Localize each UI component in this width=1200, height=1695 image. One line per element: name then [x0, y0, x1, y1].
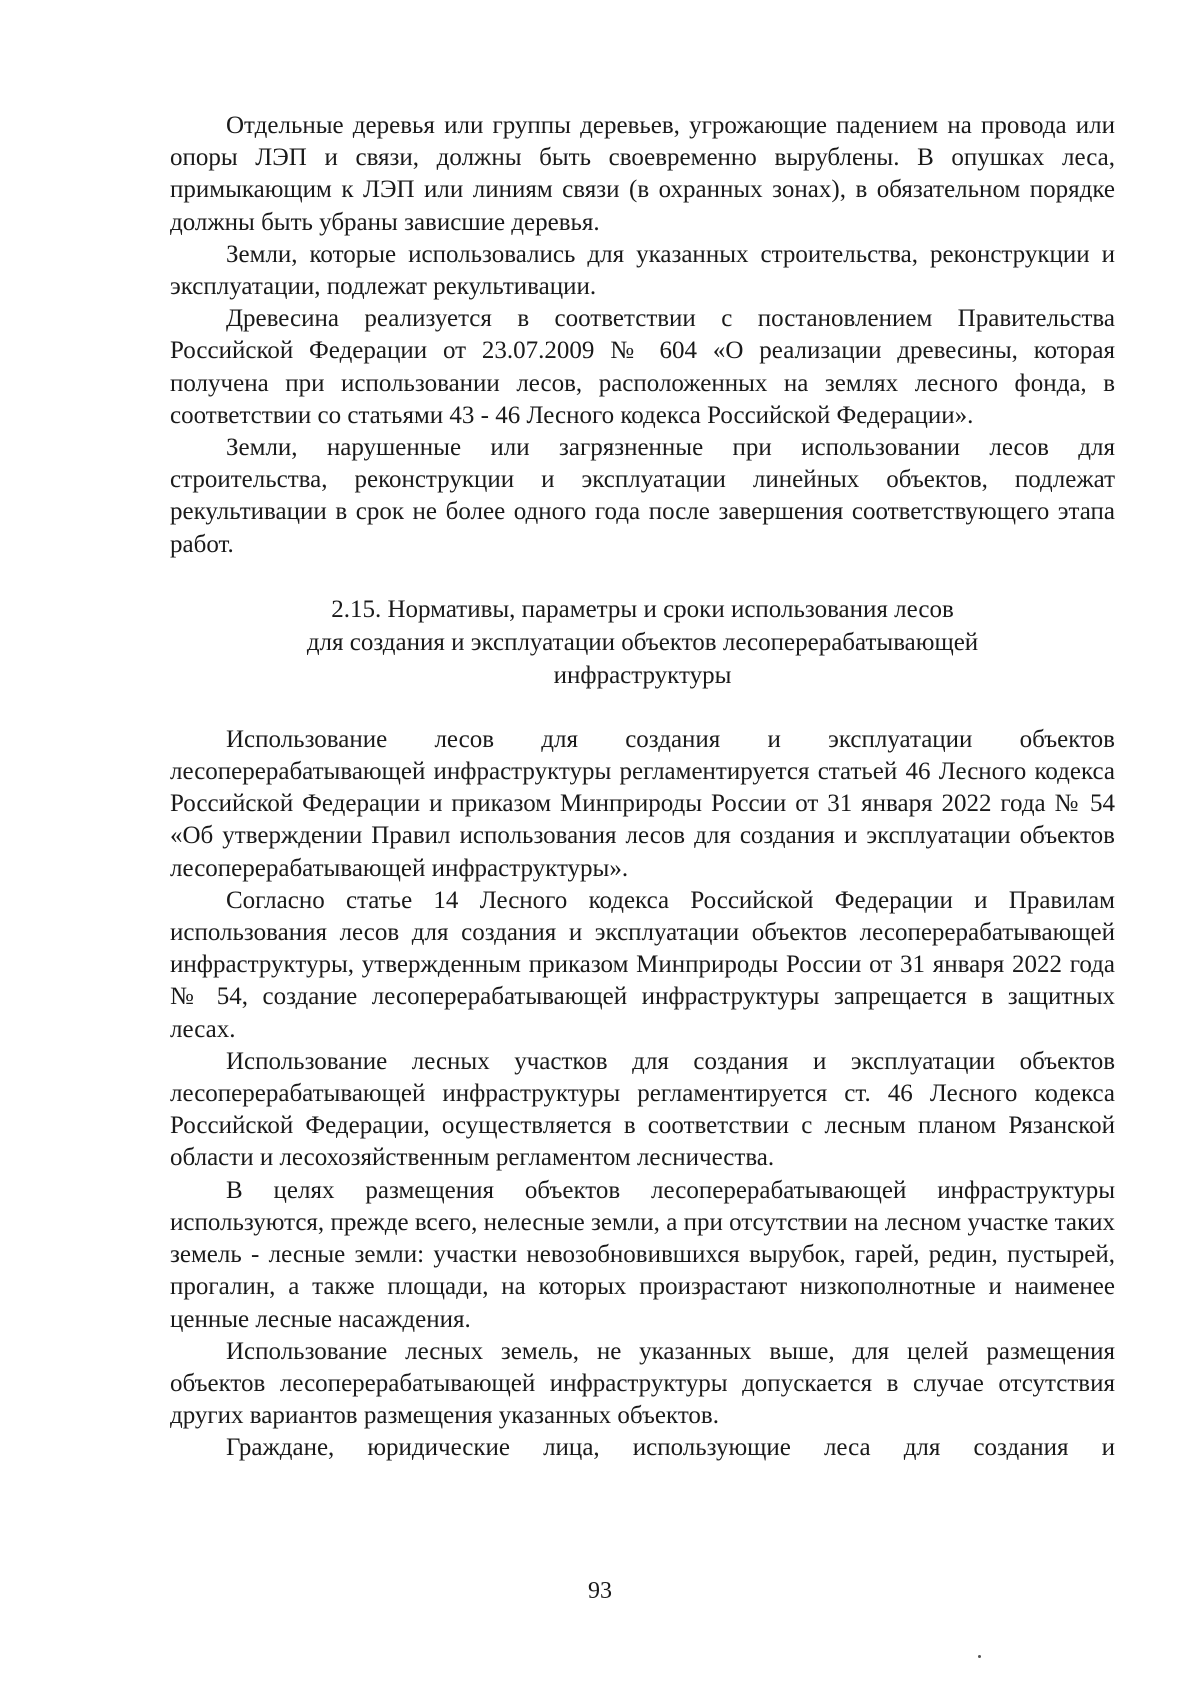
paragraph-forest-plan: Использование лесных участков для создания и эксплуатации объектов лесоперерабатывающей инфраструктуры регламентируется ст. 46 Лесного кодекса Российской Федерации, осуществляется в соответствии с лесным планом Рязанской области и лесохозяйственным регламентом лесничества. [170, 1047, 1115, 1172]
paragraph-disturbed-land: Земли, нарушенные или загрязненные при использовании лесов для строительства, реконструкции и эксплуатации линейных объектов, подлежат рекультивации в срок не более одного года после завершения соответствующего этапа работ. [170, 434, 1115, 558]
paragraph-placement-lands: В целях размещения объектов лесоперерабатывающей инфраструктуры используются, прежде всего, нелесные земли, а при отсутствии на лесном участке таких земель - лесные земли: участки невозобновившихся вырубок, гарей, редин, пустырей, прогалин, а также площади, на которых произрастают низкополнотные и наименее ценные лесные насаждения. [170, 1176, 1115, 1333]
paragraph-other-lands: Использование лесных земель, не указанных выше, для целей размещения объектов лесоперерабатывающей инфраструктуры допускается в случае отсутствия других вариантов размещения указанных объектов. [170, 1337, 1115, 1430]
section-heading [170, 593, 1115, 692]
section-heading-line-2: для создания и эксплуатации объектов лесоперерабатывающей [306, 628, 979, 656]
section-heading-line-3: инфраструктуры [553, 661, 732, 689]
page-number: 93 [588, 1578, 612, 1604]
section-heading-line-1: 2.15. Нормативы, параметры и сроки использования лесов [331, 595, 954, 623]
scan-speck [978, 1655, 981, 1658]
paragraph-land-reclamation: Земли, которые использовались для указанных строительства, реконструкции и эксплуатации, подлежат рекультивации. [170, 240, 1115, 301]
paragraph-regulation: Использование лесов для создания и эксплуатации объектов лесоперерабатывающей инфраструктуры регламентируется статьей 46 Лесного кодекса Российской Федерации и приказом Минприроды России от 31 января 2022 года № 54 «Об утверждении Правил использования лесов для создания и эксплуатации объектов лесоперерабатывающей инфраструктуры». [170, 725, 1115, 882]
paragraph-timber-sale: Древесина реализуется в соответствии с постановлением Правительства Российской Федерации от 23.07.2009 № 604 «О реализации древесины, которая получена при использовании лесов, расположенных на землях лесного фонда, в соответствии со статьями 43 - 46 Лесного кодекса Российской Федерации». [170, 305, 1115, 429]
document-page [170, 110, 1115, 1465]
paragraph-protective-forests: Согласно статье 14 Лесного кодекса Российской Федерации и Правилам использования лесов для создания и эксплуатации объектов лесоперерабатывающей инфраструктуры, утвержденным приказом Минприроды России от 31 января 2022 года № 54, создание лесоперерабатывающей инфраструктуры запрещается в защитных лесах. [170, 886, 1115, 1043]
paragraph-citizens: Граждане, юридические лица, использующие леса для создания и [226, 1434, 1115, 1462]
paragraph-tree-removal: Отдельные деревья или группы деревьев, угрожающие падением на провода или опоры ЛЭП и связи, должны быть своевременно вырублены. В опушках леса, примыкающим к ЛЭП или линиям связи (в охранных зонах), в обязательном порядке должны быть убраны зависшие деревья. [170, 112, 1115, 236]
